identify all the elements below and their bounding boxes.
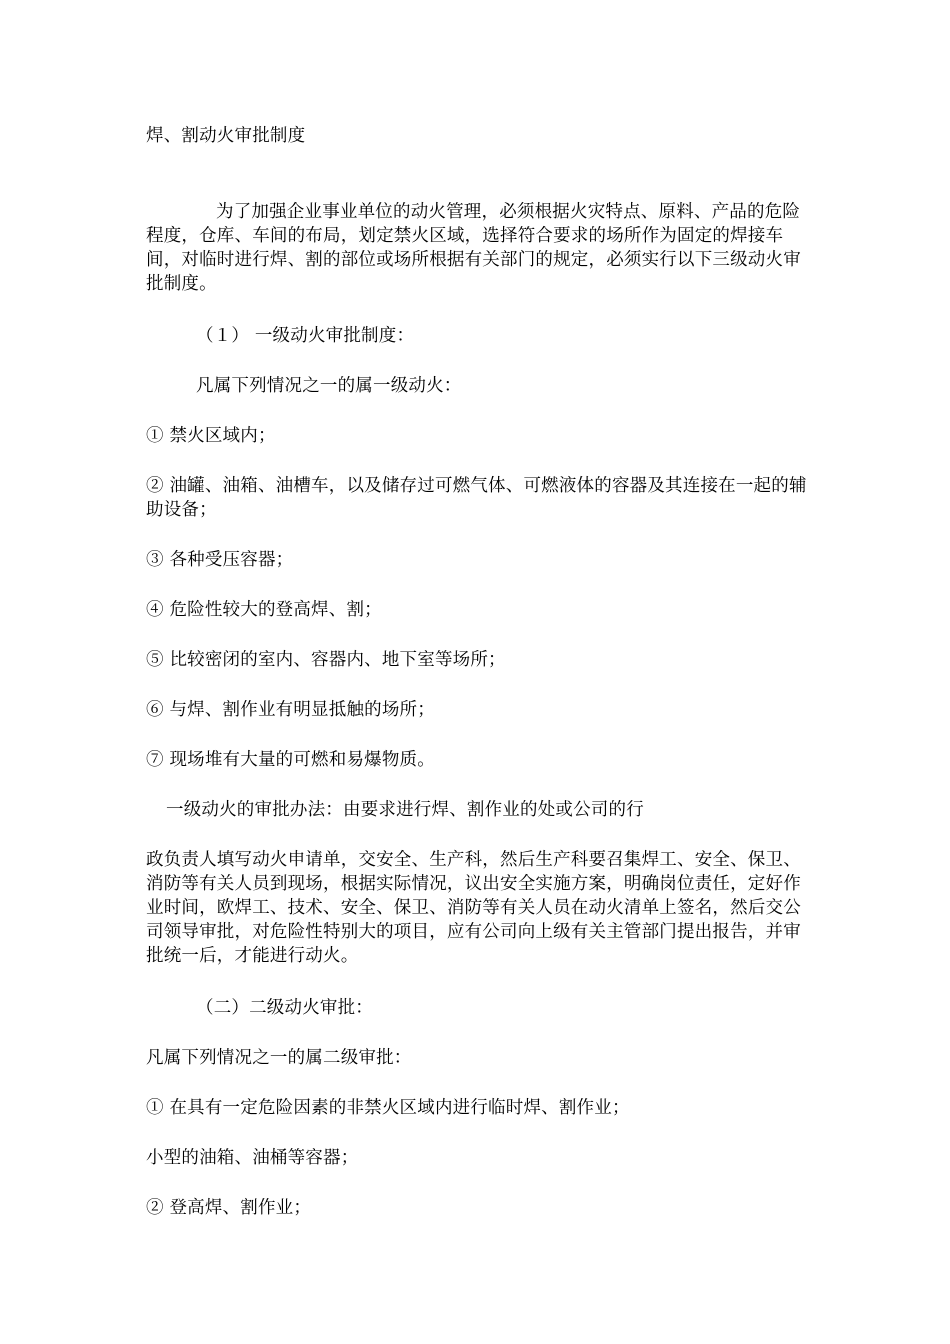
document-title: 焊、割动火审批制度 <box>146 126 306 146</box>
section1-method-line1: 一级动火的审批办法：由要求进行焊、割作业的处或公司的行 <box>166 800 644 820</box>
section1-method-paragraph: 政负责人填写动火申请单，交安全、生产科，然后生产科要召集焊工、安全、保卫、消防等有关人员到现场，根据实际情况，议出安全实施方案，明确岗位责任，定好作业时间，欧焊工、技术、安全、保卫、消防等有关人员在动火清单上签名，然后交公司领导审批，对危险性特别大的项目，应有公司向上级有关主管部门提出报告，并审批统一后，才能进行动火。 <box>146 850 801 966</box>
intro-paragraph: 为了加强企业事业单位的动火管理，必须根据火灾特点、原料、产品的危险程度，仓库、车间的布局，划定禁火区域，选择符合要求的场所作为固定的焊接车间，对临时进行焊、割的部位或场所根据有关部门的规定，必须实行以下三级动火审批制度。 <box>146 202 801 294</box>
section2-heading: （二）二级动火审批： <box>196 998 373 1018</box>
section1-item: ③ 各种受压容器； <box>146 550 294 570</box>
section1-item: ② 油罐、油箱、油槽车，以及储存过可燃气体、可燃液体的容器及其连接在一起的辅助设备； <box>146 476 807 520</box>
section1-item: ⑦ 现场堆有大量的可燃和易爆物质。 <box>146 750 435 770</box>
section2-item: ② 登高焊、割作业； <box>146 1198 312 1218</box>
section1-heading: （１） 一级动火审批制度： <box>196 326 415 346</box>
section1-lead: 凡属下列情况之一的属一级动火： <box>196 376 462 396</box>
section2-item: ① 在具有一定危险因素的非禁火区域内进行临时焊、割作业； <box>146 1098 630 1118</box>
section2-lead: 凡属下列情况之一的属二级审批： <box>146 1048 412 1068</box>
section1-item: ⑥ 与焊、割作业有明显抵触的场所； <box>146 700 435 720</box>
section1-item: ④ 危险性较大的登高焊、割； <box>146 600 382 620</box>
section2-item: 小型的油箱、油桶等容器； <box>146 1148 359 1168</box>
section1-item: ① 禁火区域内； <box>146 426 276 446</box>
section1-item: ⑤ 比较密闭的室内、容器内、地下室等场所； <box>146 650 506 670</box>
